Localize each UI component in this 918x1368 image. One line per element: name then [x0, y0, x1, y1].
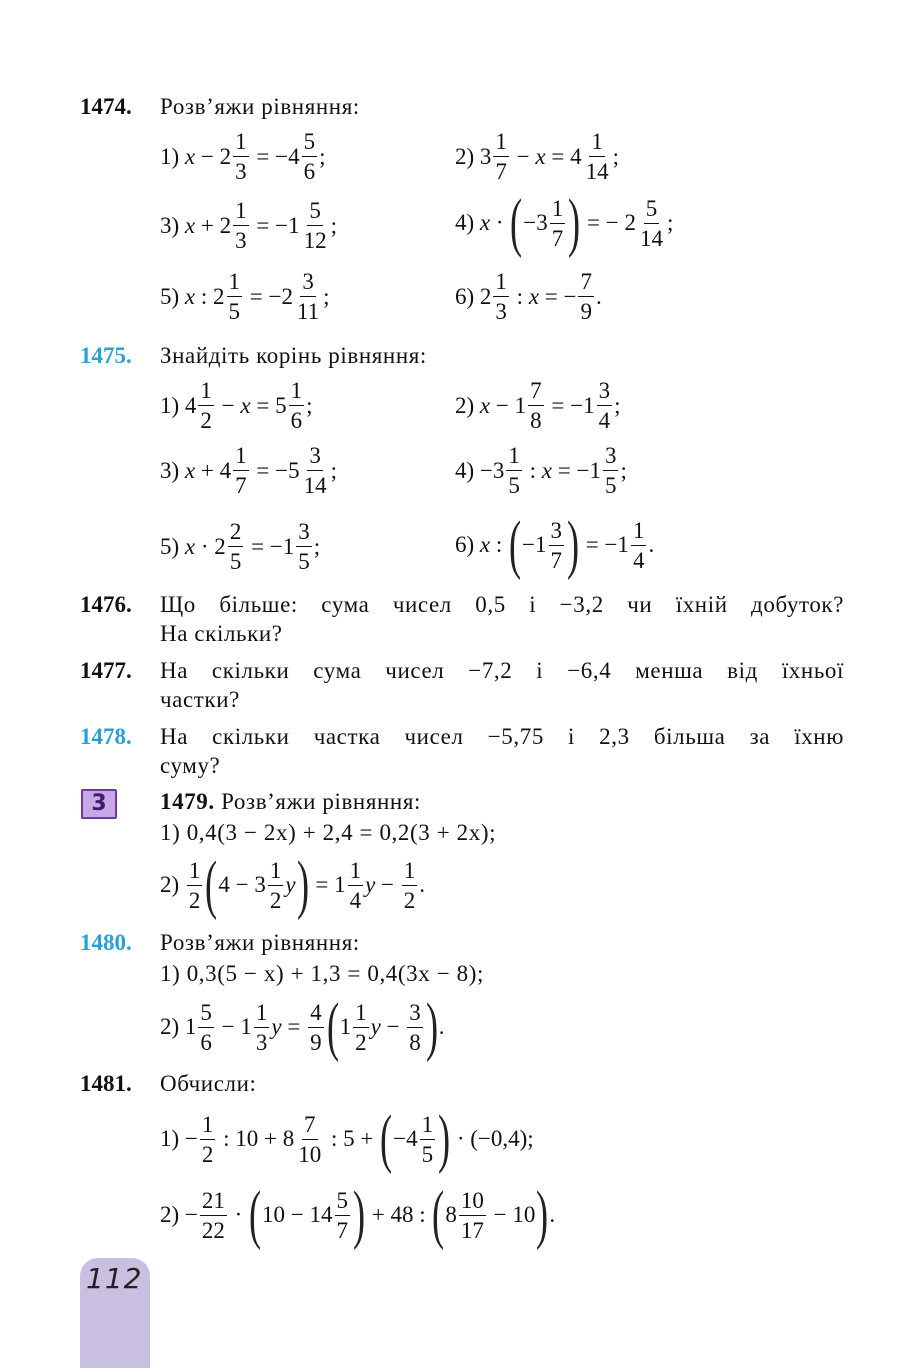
- problem-1479-heading: 1479. Розв’яжи рівняння:: [160, 789, 421, 814]
- eq-1475-5: 5) x · 2 $\frac{2}{5}$ = −1 $\frac{3}{5}$ ;: [160, 519, 321, 574]
- problem-1474-title: Розв’яжи рівняння:: [160, 94, 360, 119]
- problem-1476-line1: Що більше: сума чисел 0,5 і −3,2 чи їхній добуток?: [160, 592, 844, 617]
- eq-1475-4: 4) −3 $\frac{1}{5}$ : x = −1 $\frac{3}{5}$ ;: [455, 443, 627, 498]
- eq-1481-2: 2) − $\frac{21}{22}$ · ( 10 − 14 $\frac{5}{7}$ ) + 48 : ( 8 $\frac{10}{17}$ − 10 ) .: [160, 1178, 556, 1251]
- problem-1476-line2: На скільки?: [160, 621, 283, 646]
- eq-1480-2: 2) 1 $\frac{5}{6}$ − 1 $\frac{1}{3}$ y = $\frac{4}{9}$ ( 1 $\frac{1}{2}$ y − $\frac{3}{8}$ ) .: [160, 990, 445, 1063]
- problem-1475-title: Знайдіть корінь рівняння:: [160, 343, 427, 368]
- problem-1478-number: 1478.: [80, 724, 132, 749]
- problem-1477-line2: частки?: [160, 687, 240, 712]
- problem-1475-number: 1475.: [80, 343, 132, 368]
- eq-1474-1: 1) x − 2 $\frac{1}{3}$ = −4 $\frac{5}{6}$ ;: [160, 129, 326, 184]
- eq-1474-6: 6) 2 $\frac{1}{3}$ : x = − $\frac{7}{9}$ .: [455, 269, 602, 324]
- eq-1475-1: 1) 4 $\frac{1}{2}$ − x = 5 $\frac{1}{6}$ ;: [160, 378, 313, 433]
- problem-1474-number: 1474.: [80, 94, 132, 119]
- difficulty-level-badge: 3: [81, 789, 117, 819]
- problem-1481-number: 1481.: [80, 1071, 132, 1096]
- eq-1475-3: 3) x + 4 $\frac{1}{7}$ = −5 $\frac{3}{14}$ ;: [160, 443, 337, 498]
- eq-1479-2: 2) $\frac{1}{2}$ ( 4 − 3 $\frac{1}{2}$ y ) = 1 $\frac{1}{4}$ y − $\frac{1}{2}$ .: [160, 848, 426, 921]
- problem-1478-line2: суму?: [160, 753, 221, 778]
- problem-1476-number: 1476.: [80, 592, 132, 617]
- problem-1478-line1: На скільки частка чисел −5,75 і 2,3 більша за їхню: [160, 724, 844, 749]
- page-number: 112: [86, 1262, 143, 1295]
- problem-1480-title: Розв’яжи рівняння:: [160, 930, 360, 955]
- eq-1474-5: 5) x : 2 $\frac{1}{5}$ = −2 $\frac{3}{11}$ ;: [160, 269, 330, 324]
- eq-1474-3: 3) x + 2 $\frac{1}{3}$ = −1 $\frac{5}{12}$ ;: [160, 198, 337, 253]
- problem-1481-title: Обчисли:: [160, 1071, 257, 1096]
- eq-1474-2: 2) 3 $\frac{1}{7}$ − x = 4 $\frac{1}{14}$ ;: [455, 129, 619, 184]
- eq-1475-2: 2) x − 1 $\frac{7}{8}$ = −1 $\frac{3}{4}$ ;: [455, 378, 621, 433]
- problem-1480-number: 1480.: [80, 930, 132, 955]
- eq-1479-1: 1) 0,4(3 − 2x) + 2,4 = 0,2(3 + 2x);: [160, 820, 497, 845]
- eq-1475-6: 6) x : ( −1 $\frac{3}{7}$ ) = −1 $\frac{1}{4}$ .: [455, 508, 655, 581]
- eq-1480-1: 1) 0,3(5 − x) + 1,3 = 0,4(3x − 8);: [160, 961, 484, 986]
- eq-1474-4: 4) x · ( −3 $\frac{1}{7}$ ) = − 2 $\frac{5}{14}$ ;: [455, 186, 674, 259]
- problem-1477-line1: На скільки сума чисел −7,2 і −6,4 менша від їхньої: [160, 658, 844, 683]
- eq-1481-1: 1) − $\frac{1}{2}$ : 10 + 8 $\frac{7}{10}$ : 5 + ( −4 $\frac{1}{5}$ ) · (−0,4);: [160, 1102, 534, 1175]
- problem-1477-number: 1477.: [80, 658, 132, 683]
